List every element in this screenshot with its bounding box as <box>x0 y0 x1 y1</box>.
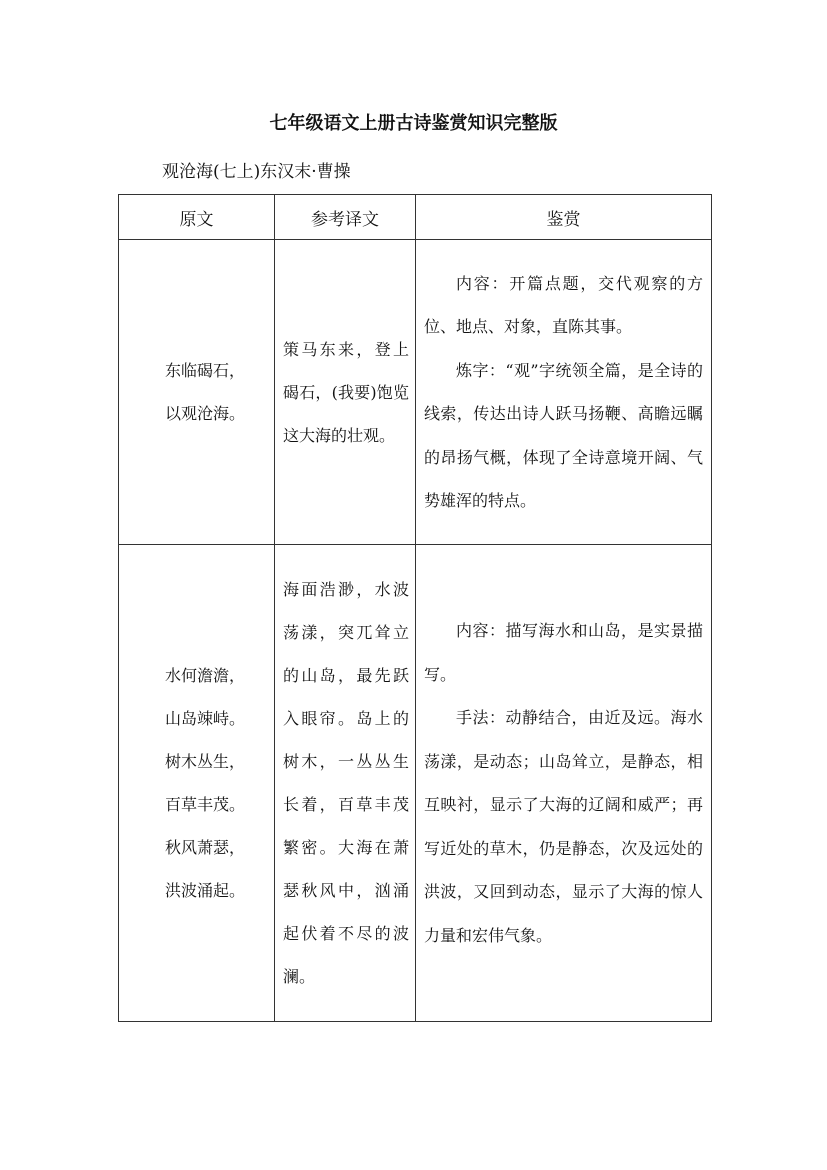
poem-table <box>118 194 712 1022</box>
appreciation-paragraph: 炼字：“观”字统领全篇，是全诗的线索，传达出诗人跃马扬鞭、高瞻远瞩的昂扬气概，体现了全诗意境开阔、气势雄浑的特点。 <box>424 360 703 510</box>
poem-heading: 观沧海(七上)东汉末·曹操 <box>162 162 351 182</box>
document-title: 七年级语文上册古诗鉴赏知识完整版 <box>269 113 558 134</box>
appreciation-cell <box>416 240 712 545</box>
header-original: 原文 <box>119 195 275 240</box>
table-row <box>119 240 712 545</box>
appreciation-cell <box>416 545 712 1022</box>
header-appreciation: 鉴赏 <box>416 195 712 240</box>
original-line: 秋风萧瑟， <box>165 838 246 857</box>
original-line: 树木丛生， <box>165 752 246 771</box>
original-line: 百草丰茂。 <box>165 795 246 814</box>
translation-cell: 策马东来，登上碣石，(我要)饱览这大海的壮观。 <box>275 240 416 545</box>
table-header-row <box>119 195 712 240</box>
original-line: 洪波涌起。 <box>165 881 246 900</box>
appreciation-paragraph: 内容：开篇点题，交代观察的方位、地点、对象，直陈其事。 <box>424 273 703 336</box>
appreciation-paragraph: 内容：描写海水和山岛，是实景描写。 <box>424 621 703 684</box>
original-cell <box>119 545 275 1022</box>
header-translation: 参考译文 <box>275 195 416 240</box>
original-cell <box>119 240 275 545</box>
original-line: 以观沧海。 <box>165 404 246 423</box>
original-line: 山岛竦峙。 <box>165 709 246 728</box>
original-line: 东临碣石， <box>165 361 246 380</box>
translation-cell: 海面浩渺，水波荡漾，突兀耸立的山岛，最先跃入眼帘。岛上的树木，一丛丛生长着，百草丰茂繁密。大海在萧瑟秋风中，汹涌起伏着不尽的波澜。 <box>275 545 416 1022</box>
original-line: 水何澹澹， <box>165 666 246 685</box>
appreciation-paragraph: 手法：动静结合，由近及远。海水荡漾，是动态；山岛耸立，是静态，相互映衬，显示了大海的辽阔和威严；再写近处的草木，仍是静态，次及远处的洪波，又回到动态，显示了大海的惊人力量和宏伟气象。 <box>424 708 703 945</box>
table-row <box>119 545 712 1022</box>
